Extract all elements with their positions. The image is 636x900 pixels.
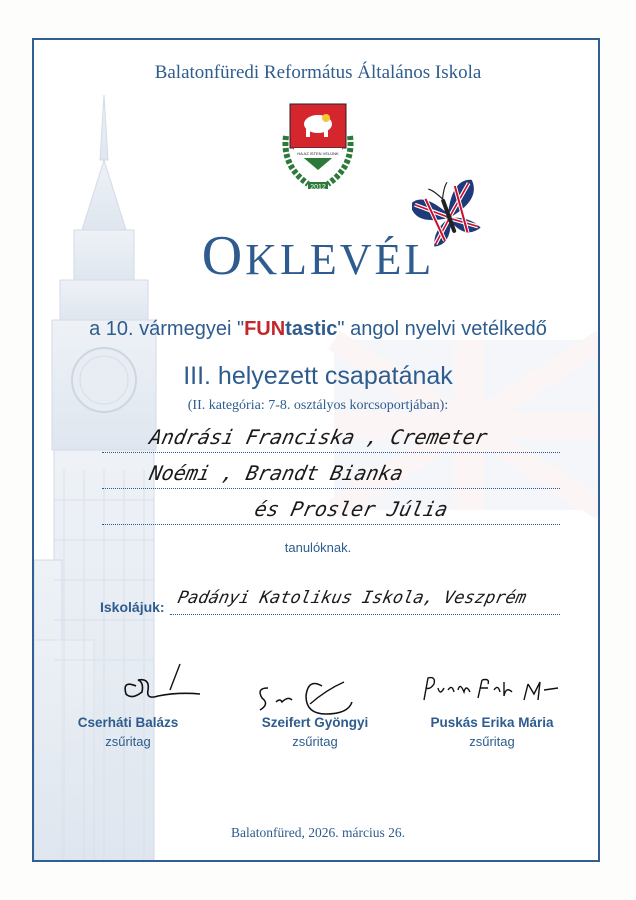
placement-text: III. helyezett csapatának: [183, 362, 453, 390]
judge-1-role: zsűritag: [105, 734, 151, 749]
students-dotted-line-1: [102, 452, 560, 453]
students-handwritten-line-1: Andrási Franciska , Cremeter: [147, 425, 490, 449]
school-dotted-line: [170, 614, 560, 615]
competition-fun: FUN: [244, 318, 286, 340]
students-handwritten-line-3: és Prosler Júlia: [252, 497, 451, 521]
school-label: Iskolájuk:: [100, 599, 165, 615]
competition-suffix: " angol nyelvi vetélkedő: [337, 318, 547, 340]
signature-puskas: [418, 670, 568, 710]
students-label: tanulóknak.: [284, 540, 352, 555]
category-text: (II. kategória: 7-8. osztályos korcsoportjában):: [187, 398, 449, 413]
place-and-date: Balatonfüred, 2026. március 26.: [231, 825, 405, 840]
certificate-title: [0, 224, 636, 288]
students-dotted-line-3: [102, 524, 560, 525]
students-dotted-line-2: [102, 488, 560, 489]
judge-3-name: Puskás Erika Mária: [430, 715, 554, 730]
judge-2-name: Szeifert Gyöngyi: [261, 715, 369, 730]
svg-text:HA AZ ISTEN VELÜNK: HA AZ ISTEN VELÜNK: [297, 151, 339, 156]
judge-3: [414, 715, 570, 749]
signature-cserhati: [108, 660, 208, 706]
school-name-header: Balatonfüredi Református Általános Iskola: [154, 62, 482, 83]
students-handwritten-line-2: Noémi , Brandt Bianka: [147, 461, 406, 485]
judge-1-name: Cserháti Balázs: [77, 715, 179, 730]
judge-2: [242, 715, 388, 749]
competition-line: [0, 318, 636, 341]
school-emblem-logo: [268, 96, 368, 196]
judge-2-role: zsűritag: [292, 734, 338, 749]
title-initial: O: [201, 225, 246, 287]
competition-prefix: a 10. vármegyei ": [89, 318, 245, 340]
competition-tastic: tastic: [285, 318, 338, 340]
school-handwritten-value: Padányi Katolikus Iskola, Veszprém: [175, 588, 529, 608]
emblem-year: 2012: [310, 184, 326, 191]
judge-1: [58, 715, 198, 749]
title-rest: KLEVÉL: [245, 235, 435, 284]
judge-3-role: zsűritag: [469, 734, 515, 749]
